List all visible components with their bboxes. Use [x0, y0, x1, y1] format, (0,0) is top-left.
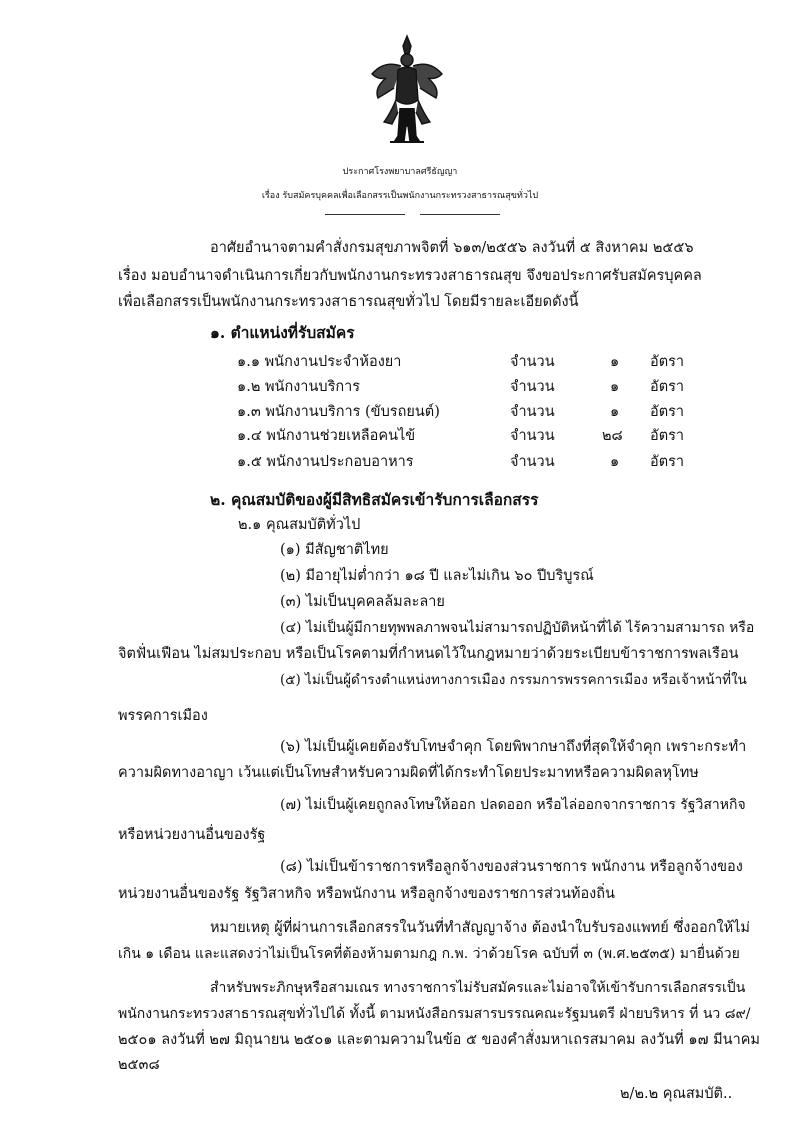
qualification-item-cont: จิตฟั่นเฟือน ไม่สมประกอบ หรือเป็นโรคตามที่กำหนดไว้ในกฎหมายว่าด้วยระเบียบข้าราชการพลเรือน: [118, 646, 739, 662]
divider-left: [325, 214, 405, 215]
qualification-item: (๗) ไม่เป็นผู้เคยถูกลงโทษให้ออก ปลดออก หรือไล่ออกจากราชการ รัฐวิสาหกิจ: [280, 797, 746, 813]
qualification-item-cont: พรรคการเมือง: [118, 708, 208, 724]
section2-subheading: ๒.๑ คุณสมบัติทั่วไป: [238, 517, 361, 533]
monk-note-line-3: ๒๕๐๑ ลงวันที่ ๒๗ มิถุนายน ๒๕๐๑ และตามความในข้อ ๕ ของคำสั่งมหาเถรสมาคม ลงวันที่ ๑๗ มีนาคม: [118, 1032, 760, 1048]
qualification-item-cont: หน่วยงานอื่นของรัฐ รัฐวิสาหกิจ หรือพนักงาน หรือลูกจ้างของราชการส่วนท้องถิ่น: [118, 886, 615, 902]
section2-heading: ๒. คุณสมบัติของผู้มีสิทธิสมัครเข้ารับการเลือกสรร: [210, 490, 539, 509]
divider-right: [420, 214, 500, 215]
qualification-item-cont: หรือหน่วยงานอื่นของรัฐ: [118, 827, 266, 843]
qualification-item: (๕) ไม่เป็นผู้ดำรงตำแหน่งทางการเมือง กรรมการพรรคการเมือง หรือเจ้าหน้าที่ใน: [280, 672, 747, 688]
monk-note-line-1: สำหรับพระภิกษุหรือสามเณร ทางราชการไม่รับสมัครและไม่อาจให้เข้ารับการเลือกสรรเป็น: [210, 980, 746, 996]
qualification-item: (๖) ไม่เป็นผู้เคยต้องรับโทษจำคุก โดยพิพากษาถึงที่สุดให้จำคุก เพราะกระทำ: [280, 739, 747, 755]
qualification-item-cont: ความผิดทางอาญา เว้นแต่เป็นโทษสำหรับความผิดที่ได้กระทำโดยประมาทหรือความผิดลหุโทษ: [118, 765, 699, 781]
remark-line-2: เกิน ๑ เดือน และแสดงว่าไม่เป็นโรคที่ต้องห้ามตามกฎ ก.พ. ว่าด้วยโรค ฉบับที่ ๓ (พ.ศ.๒๕๓๕) มายื่นด้วย: [118, 946, 740, 962]
qualification-item: (๘) ไม่เป็นข้าราชการหรือลูกจ้างของส่วนราชการ พนักงาน หรือลูกจ้างของ: [280, 859, 743, 875]
remark-line-1: หมายเหตุ ผู้ที่ผ่านการเลือกสรรในวันที่ทำสัญญาจ้าง ต้องนำใบรับรองแพทย์ ซึ่งออกให้ไม่: [210, 920, 750, 936]
monk-note-line-2: พนักงานกระทรวงสาธารณสุขทั่วไปได้ ทั้งนี้ ตามหนังสือกรมสารบรรณคณะรัฐมนตรี ฝ่ายบริหาร ที่ นว ๘๙/: [118, 1006, 751, 1022]
intro-line-1: อาศัยอำนาจตามคำสั่งกรมสุขภาพจิตที่ ๖๑๓/๒๕๕๖ ลงวันที่ ๕ สิงหาคม ๒๕๕๖: [210, 240, 694, 256]
continuation-footer: ๒/๒.๒ คุณสมบัติ..: [620, 1086, 733, 1102]
document-page: ประกาศโรงพยาบาลศรีธัญญา เรื่อง รับสมัครบุคคลเพื่อเลือกสรรเป็นพนักงานกระทรวงสาธารณสุขทั่วไป อาศัยอำนาจตามคำสั่งกรมสุขภาพจิตที่ ๖๑๓/๒๕๕๖ ลงวันที่ ๕ สิงหาคม ๒๕๕๖ เรื่อง มอบอำนาจดำเนินการเกี่ยวกับพนักงานกระทรวงสาธารณสุข จึงขอประกาศรับสมัครบุคคล เพื่อเลือกสรรเป็นพนักงานกระทรวงสาธารณสุขทั่วไป โดยมีรายละเอียดดังนี้ ๑. ตำแหน่งที่รับสมัคร ๑.๑ พนักงานประจำห้องยา จำนวน ๑ อัตรา ๑.๒ พนักงานบริการ จำนวน ๑ อัตรา ๑.๓ พนักงานบริการ (ขับรถยนต์) จำนวน ๑ อัตรา ๑.๔ พนักงานช่วยเหลือคนไข้ จำนวน ๒๘ อัตรา ๑.๕ พนักงานประกอบอาหาร จำนวน ๑ อัตรา ๒. คุณสมบัติของผู้มีสิทธิสมัครเข้ารับการเลือกสรร ๒.๑ คุณสมบัติทั่วไป (๑) มีสัญชาติไทย (๒) มีอายุไม่ต่ำกว่า ๑๘ ปี และไม่เกิน ๖๐ ปีบริบูรณ์ (๓) ไม่เป็นบุคคลล้มละลาย (๔) ไม่เป็นผู้มีกายทุพพลภาพจนไม่สามารถปฏิบัติหน้าที่ได้ ไร้ความสามารถ หรือ จิตฟั่นเฟือน ไม่สมประกอบ หรือเป็นโรคตามที่กำหนดไว้ในกฎหมายว่าด้วยระเบียบข้าราชการพลเรือน (๕) ไม่เป็นผู้ดำรงตำแหน่งทางการเมือง กรรมการพรรคการเมือง หรือเจ้าหน้าที่ใน พรรคการเมือง (๖) ไม่เป็นผู้เคยต้องรับโทษจำคุก โดยพิพากษาถึงที่สุดให้จำคุก เพราะกระทำ ความผิดทางอาญา เว้นแต่เป็นโทษสำหรับความผิดที่ได้กระทำโดยประมาทหรือความผิดลหุโทษ (๗) ไม่เป็นผู้เคยถูกลงโทษให้ออก ปลดออก หรือไล่ออกจากราชการ รัฐวิสาหกิจ หรือหน่วยงานอื่นของรัฐ (๘) ไม่เป็นข้าราชการหรือลูกจ้างของส่วนราชการ พนักงาน หรือลูกจ้างของ หน่วยงานอื่นของรัฐ รัฐวิสาหกิจ หรือพนักงาน หรือลูกจ้างของราชการส่วนท้องถิ่น หมายเหตุ ผู้ที่ผ่านการเลือกสรรในวันที่ทำสัญญาจ้าง ต้องนำใบรับรองแพทย์ ซึ่งออกให้ไม่ เกิน ๑ เดือน และแสดงว่าไม่เป็นโรคที่ต้องห้ามตามกฎ ก.พ. ว่าด้วยโรค ฉบับที่ ๓ (พ.ศ.๒๕๓๕) มายื่นด้วย สำหรับพระภิกษุหรือสามเณร ทางราชการไม่รับสมัครและไม่อาจให้เข้ารับการเลือกสรรเป็น พนักงานกระทรวงสาธารณสุขทั่วไปได้ ทั้งนี้ ตามหนังสือกรมสารบรรณคณะรัฐมนตรี ฝ่ายบริหาร ที่ นว ๘๙/ ๒๕๐๑ ลงวันที่ ๒๗ มิถุนายน ๒๕๐๑ และตามความในข้อ ๕ ของคำสั่งมหาเถรสมาคม ลงวันที่ ๑๗ มีนาคม ๒๕๓๘ ๒/๒.๒ คุณสมบัติ..: [0, 0, 800, 1129]
qualification-item: (๓) ไม่เป็นบุคคลล้มละลาย: [280, 594, 445, 610]
garuda-emblem-icon: [364, 30, 450, 150]
org-title: ประกาศโรงพยาบาลศรีธัญญา: [342, 167, 458, 177]
section1-heading: ๑. ตำแหน่งที่รับสมัคร: [210, 323, 355, 342]
qualification-item: (๔) ไม่เป็นผู้มีกายทุพพลภาพจนไม่สามารถปฏิบัติหน้าที่ได้ ไร้ความสามารถ หรือ: [280, 620, 755, 636]
monk-note-line-4: ๒๕๓๘: [118, 1057, 160, 1073]
qualification-item: (๑) มีสัญชาติไทย: [280, 542, 389, 558]
qualification-item: (๒) มีอายุไม่ต่ำกว่า ๑๘ ปี และไม่เกิน ๖๐ ปีบริบูรณ์: [280, 568, 594, 584]
intro-line-3: เพื่อเลือกสรรเป็นพนักงานกระทรวงสาธารณสุขทั่วไป โดยมีรายละเอียดดังนี้: [118, 294, 579, 310]
intro-line-2: เรื่อง มอบอำนาจดำเนินการเกี่ยวกับพนักงานกระทรวงสาธารณสุข จึงขอประกาศรับสมัครบุคคล: [118, 268, 702, 284]
subject-line: เรื่อง รับสมัครบุคคลเพื่อเลือกสรรเป็นพนักงานกระทรวงสาธารณสุขทั่วไป: [261, 191, 539, 201]
